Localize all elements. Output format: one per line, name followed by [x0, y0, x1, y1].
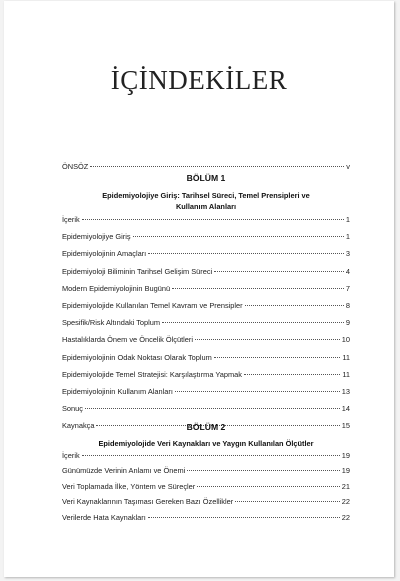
dot-leader [214, 357, 341, 358]
toc-entry-page: 11 [342, 352, 350, 362]
toc-entry-page: 19 [341, 466, 350, 476]
toc-entry-label: Epidemiyolojide Temel Stratejisi: Karşılaştırma Yapmak [62, 369, 242, 379]
toc-entry[interactable] [62, 513, 350, 525]
chapter-title [62, 190, 350, 212]
dot-leader [133, 236, 344, 237]
dot-leader [175, 391, 340, 392]
toc-entry-page: 22 [341, 512, 350, 522]
toc-entry-page: 8 [345, 301, 350, 310]
dot-leader [162, 322, 344, 323]
toc-entry[interactable] [62, 387, 350, 399]
toc-entry-page: 19 [341, 451, 350, 460]
dot-leader [235, 501, 340, 502]
page-title: İÇİNDEKİLER [110, 65, 288, 95]
toc-entry-page: v [346, 162, 350, 171]
toc-entry[interactable] [62, 497, 350, 509]
toc-entry-label: Epidemiyoloji Biliminin Tarihsel Gelişim Süreci [62, 266, 213, 276]
toc-entry-label: Epidemiyolojide Kullanılan Temel Kavram ve Prensipler [62, 301, 243, 310]
toc-entry[interactable] [62, 318, 350, 330]
chapter-title [62, 438, 350, 449]
toc-entry[interactable] [62, 284, 350, 296]
chapter-heading: BÖLÜM 2 [186, 422, 226, 432]
toc-entry-label: Kaynakça [62, 421, 95, 431]
toc-entry-page: 9 [345, 318, 350, 328]
dot-leader [172, 288, 344, 289]
dot-leader [197, 486, 340, 487]
toc-entry-page: 10 [341, 335, 350, 345]
chapter-title-line: Epidemiyolojiye Giriş: Tarihsel Süreci, Temel Prensipleri ve [102, 191, 310, 200]
dot-leader [214, 271, 344, 272]
toc-entry-page: 13 [341, 387, 350, 396]
toc-entry-page: 15 [341, 421, 350, 431]
dot-leader [82, 455, 340, 456]
toc-entry[interactable] [62, 466, 350, 478]
toc-entry-label: İçerik [62, 215, 80, 224]
toc-entry[interactable] [62, 353, 350, 365]
dot-leader [82, 219, 344, 220]
dot-leader [148, 517, 340, 518]
toc-entry[interactable] [62, 249, 350, 261]
toc-entry[interactable] [62, 232, 350, 244]
toc-entry[interactable] [62, 451, 350, 463]
toc-entry[interactable] [62, 370, 350, 382]
toc-entry-label: Modern Epidemiyolojinin Bugünü [62, 283, 171, 293]
dot-leader [85, 408, 340, 409]
dot-leader [195, 339, 340, 340]
dot-leader [244, 374, 340, 375]
dot-leader [148, 253, 344, 254]
toc-entry-label: Günümüzde Verinin Anlamı ve Önemi [62, 466, 186, 476]
chapter-title-line: Kullanım Alanları [175, 202, 237, 211]
toc-entry-page: 7 [345, 283, 350, 293]
toc-entry-page: 21 [341, 481, 350, 491]
toc-entry-page: 3 [345, 249, 350, 259]
toc-entry-label: Spesifik/Risk Altındaki Toplum [62, 318, 161, 328]
toc-entry-label: Epidemiyolojinin Kullanım Alanları [62, 387, 173, 396]
toc-entry-label: İçerik [62, 451, 80, 460]
toc-entry-label: Hastalıklarda Önem ve Öncelik Ölçütleri [62, 335, 194, 345]
dot-leader [90, 166, 344, 167]
document-page [4, 1, 394, 577]
toc-entry-label: ÖNSÖZ [62, 162, 89, 171]
toc-entry-label: Epidemiyolojinin Odak Noktası Olarak Toplum [62, 352, 212, 362]
toc-entry-page: 11 [342, 369, 350, 379]
dot-leader [245, 305, 344, 306]
toc-entry[interactable] [62, 301, 350, 313]
dot-leader [187, 470, 340, 471]
toc-entry-page: 4 [345, 266, 350, 276]
toc-entry-label: Verilerde Hata Kaynakları [62, 512, 146, 522]
toc-entry[interactable] [62, 267, 350, 279]
toc-entry-label: Epidemiyolojinin Amaçları [62, 249, 147, 259]
toc-entry[interactable] [62, 404, 350, 416]
toc-entry-page: 14 [341, 404, 350, 414]
toc-entry-label: Veri Kaynaklarının Taşıması Gereken Bazı Özellikler [62, 497, 234, 507]
toc-entry[interactable] [62, 482, 350, 494]
toc-entry-label: Sonuç [62, 404, 83, 414]
toc-entry-page: 1 [345, 232, 350, 242]
toc-entry-label: Veri Toplamada İlke, Yöntem ve Süreçler [62, 481, 196, 491]
chapter-heading: BÖLÜM 1 [186, 173, 226, 183]
toc-entry-page: 22 [341, 497, 350, 507]
toc-entry-label: Epidemiyolojiye Giriş [62, 232, 131, 242]
toc-entry-page: 1 [345, 215, 350, 224]
toc-entry[interactable] [62, 335, 350, 347]
chapter-title-line: Epidemiyolojide Veri Kaynakları ve Yaygın Kullanılan Ölçütler [98, 439, 314, 448]
toc-entry[interactable] [62, 215, 350, 227]
